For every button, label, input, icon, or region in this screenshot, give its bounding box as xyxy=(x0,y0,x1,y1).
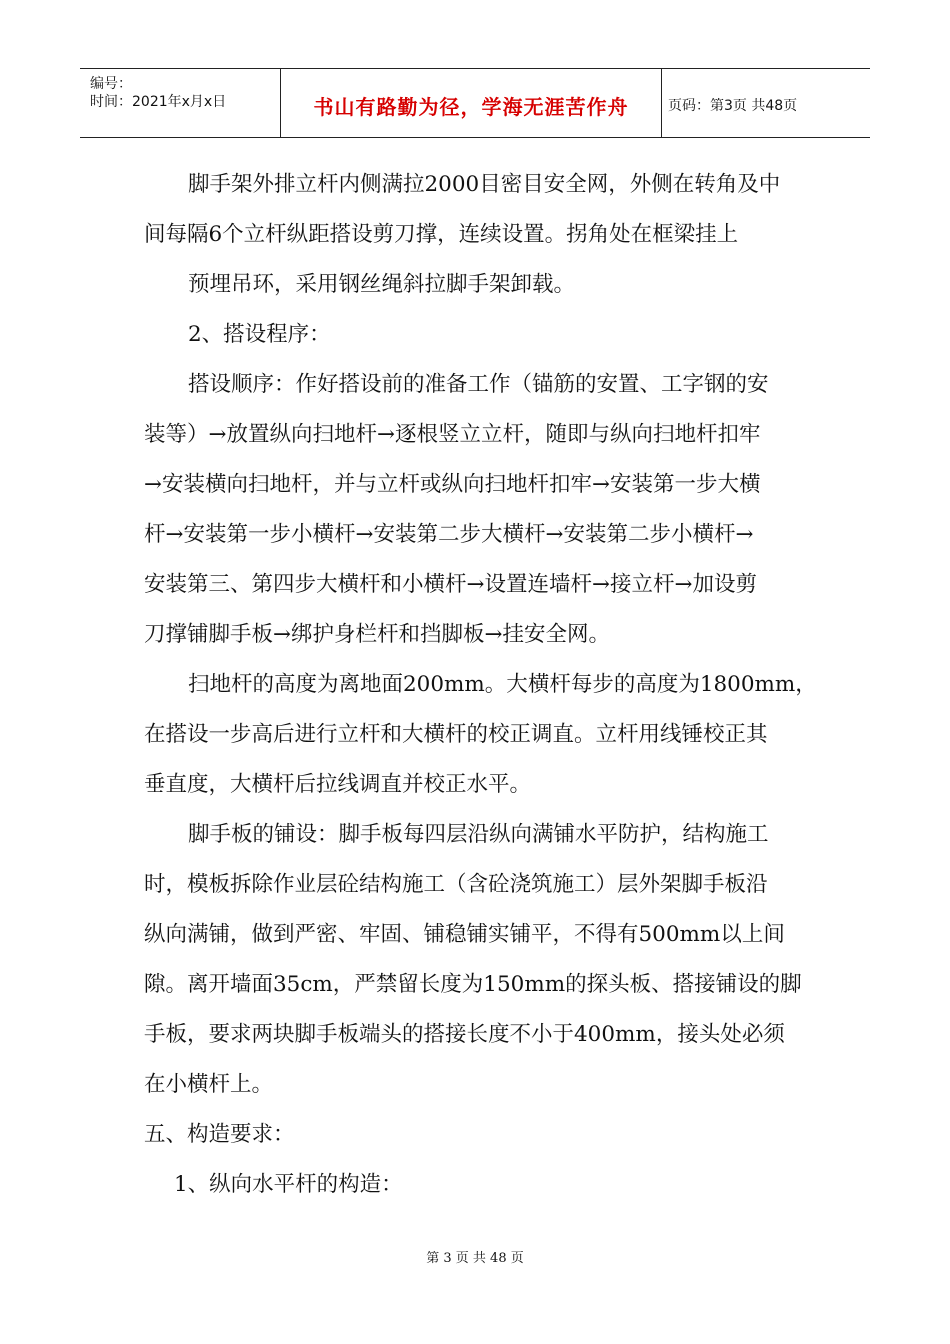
section-heading: 1、纵向水平杆的构造： xyxy=(174,1172,403,1197)
body-line: 间每隔6个立杆纵距搭设剪刀撑，连续设置。拐角处在框梁挂上 xyxy=(144,222,739,247)
header-motto-cell xyxy=(280,69,662,137)
page-info: 页码：第3页 共48页 xyxy=(668,98,798,114)
body-line: 在搭设一步高后进行立杆和大横杆的校正调直。立杆用线锤校正其 xyxy=(144,722,768,747)
motto-text: 书山有路勤为径，学海无涯苦作舟 xyxy=(313,95,629,119)
body-line: 垂直度，大横杆后拉线调直并校正水平。 xyxy=(144,772,532,797)
number-label: 编号： xyxy=(90,76,132,92)
body-line: 搭设顺序：作好搭设前的准备工作（锚筋的安置、工字钢的安 xyxy=(188,372,769,397)
body-line: 隙。离开墙面35cm，严禁留长度为150mm的探头板、搭接铺设的脚 xyxy=(144,972,802,997)
document-body xyxy=(144,160,817,1210)
body-line: 扫地杆的高度为离地面200mm。大横杆每步的高度为1800mm， xyxy=(188,672,817,697)
body-line: 时，模板拆除作业层砼结构施工（含砼浇筑施工）层外架脚手板沿 xyxy=(144,872,768,897)
body-line: 安装第三、第四步大横杆和小横杆→设置连墙杆→接立杆→加设剪 xyxy=(144,572,758,597)
body-line: 脚手架外排立杆内侧满拉2000目密目安全网，外侧在转角及中 xyxy=(188,172,781,197)
body-line: 杆→安装第一步小横杆→安装第二步大横杆→安装第二步小横杆→ xyxy=(144,522,754,547)
body-line: 刀撑铺脚手板→绑护身栏杆和挡脚板→挂安全网。 xyxy=(144,622,611,647)
body-line: 手板，要求两块脚手板端头的搭接长度不小于400mm，接头处必须 xyxy=(144,1022,785,1047)
body-line: 在小横杆上。 xyxy=(144,1072,274,1097)
header-meta xyxy=(80,69,280,137)
body-line: 脚手板的铺设：脚手板每四层沿纵向满铺水平防护，结构施工 xyxy=(188,822,769,847)
body-line: 纵向满铺，做到严密、牢固、铺稳铺实铺平，不得有500mm以上间 xyxy=(144,922,785,947)
header-page-cell xyxy=(660,69,870,137)
body-line: 装等）→放置纵向扫地杆→逐根竖立立杆，随即与纵向扫地杆扣牢 xyxy=(144,422,761,447)
page-header xyxy=(80,68,870,138)
body-line: →安装横向扫地杆，并与立杆或纵向扫地杆扣牢→安装第一步大横 xyxy=(144,472,761,497)
section-heading: 2、搭设程序： xyxy=(188,322,331,347)
section-heading: 五、构造要求： xyxy=(144,1122,295,1147)
page-footer: 第 3 页 共 48 页 xyxy=(426,1251,524,1266)
body-line: 预埋吊环，采用钢丝绳斜拉脚手架卸载。 xyxy=(188,272,576,297)
time-label: 时间：2021年x月x日 xyxy=(90,94,227,110)
